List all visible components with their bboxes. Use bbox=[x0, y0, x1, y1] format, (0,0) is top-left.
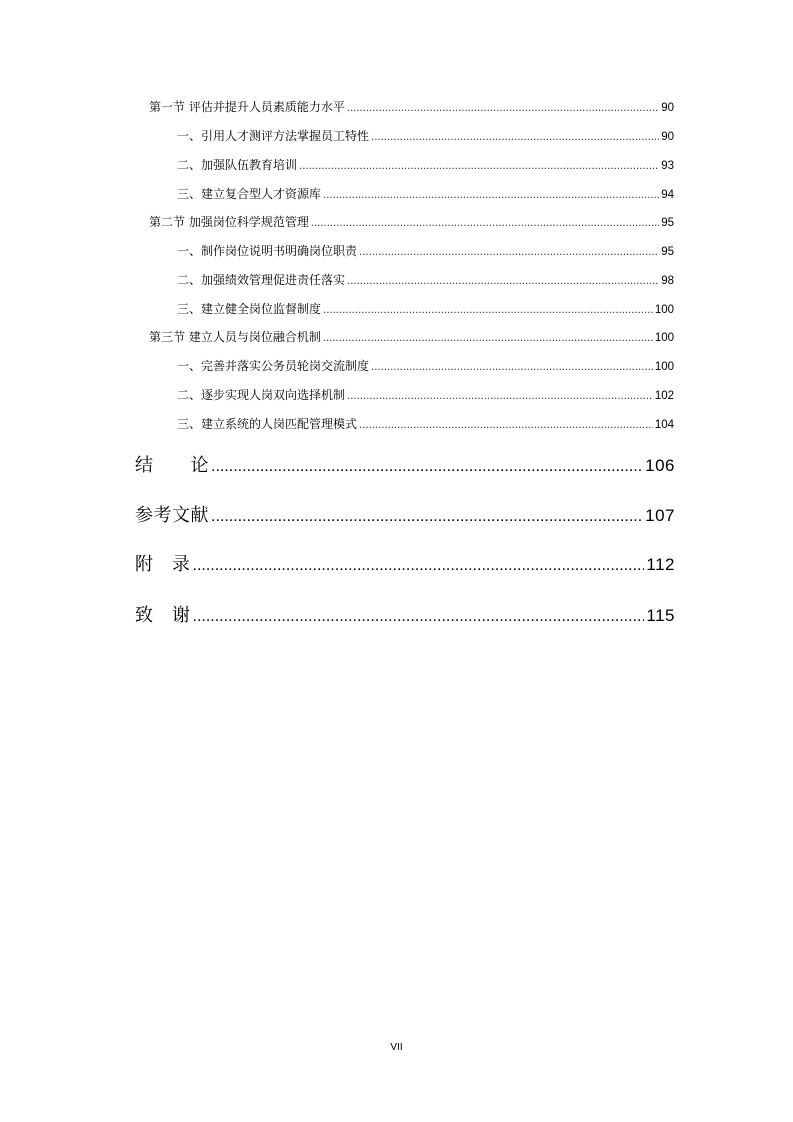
toc-subsection-number: 三、 bbox=[177, 302, 202, 316]
toc-subsection-3-3[interactable] bbox=[177, 415, 674, 433]
toc-section-1[interactable] bbox=[149, 98, 674, 116]
toc-conclusion[interactable] bbox=[135, 451, 675, 477]
toc-subsection-label: 建立系统的人岗匹配管理模式 bbox=[201, 417, 358, 431]
toc-subsection-number: 二、 bbox=[177, 273, 202, 287]
toc-section-label: 第三节 建立人员与岗位融合机制 bbox=[149, 330, 321, 344]
toc-leader-dots bbox=[323, 333, 653, 344]
toc-subsection-number: 一、 bbox=[177, 244, 202, 258]
toc-appendix[interactable] bbox=[135, 550, 675, 576]
toc-page-number: 95 bbox=[661, 217, 674, 229]
toc-subsection-number: 三、 bbox=[177, 187, 202, 201]
toc-subsection-number: 三、 bbox=[177, 417, 202, 431]
toc-leader-dots bbox=[347, 276, 659, 287]
toc-leader-dots bbox=[347, 391, 653, 402]
toc-leader-dots bbox=[211, 458, 643, 476]
toc-leader-dots bbox=[211, 508, 643, 526]
toc-subsection-3-2[interactable] bbox=[177, 386, 674, 404]
toc-subsection-label: 完善并落实公务员轮岗交流制度 bbox=[201, 359, 370, 373]
toc-subsection-label: 制作岗位说明书明确岗位职责 bbox=[201, 244, 358, 258]
toc-leader-dots bbox=[371, 132, 659, 143]
toc-section-label: 第一节 评估并提升人员素质能力水平 bbox=[149, 100, 345, 114]
toc-subsection-label: 建立健全岗位监督制度 bbox=[201, 302, 322, 316]
toc-chapter-label: 致 谢 bbox=[135, 605, 191, 626]
toc-leader-dots bbox=[359, 420, 653, 431]
toc-subsection-2-3[interactable] bbox=[177, 300, 674, 318]
toc-chapter-label: 参考文献 bbox=[135, 505, 209, 526]
toc-acknowledgements[interactable] bbox=[135, 601, 675, 627]
page-footer-number: VII bbox=[390, 1042, 403, 1053]
toc-page-number: 90 bbox=[661, 102, 674, 114]
toc-section-2[interactable] bbox=[149, 213, 674, 231]
toc-subsection-label: 加强绩效管理促进责任落实 bbox=[201, 273, 346, 287]
toc-page-number: 94 bbox=[661, 189, 674, 201]
toc-subsection-2-1[interactable] bbox=[177, 242, 674, 260]
toc-chapter-label: 附 录 bbox=[135, 554, 191, 575]
toc-subsection-number: 二、 bbox=[177, 388, 202, 402]
toc-subsection-1-3[interactable] bbox=[177, 185, 674, 203]
toc-page-number: 90 bbox=[661, 131, 674, 143]
toc-page-number: 107 bbox=[645, 506, 675, 525]
toc-subsection-1-2[interactable] bbox=[177, 156, 674, 174]
toc-page-number: 100 bbox=[654, 332, 674, 344]
toc-leader-dots bbox=[359, 247, 659, 258]
toc-subsection-label: 加强队伍教育培训 bbox=[201, 158, 298, 172]
toc-leader-dots bbox=[371, 362, 653, 373]
toc-page-number: 95 bbox=[661, 246, 674, 258]
toc-subsection-number: 一、 bbox=[177, 359, 202, 373]
toc-leader-dots bbox=[323, 305, 653, 316]
toc-section-label: 第二节 加强岗位科学规范管理 bbox=[149, 215, 309, 229]
toc-section-3[interactable] bbox=[149, 328, 674, 346]
toc-leader-dots bbox=[193, 608, 645, 626]
toc-page-number: 112 bbox=[646, 555, 675, 574]
toc-page-number: 100 bbox=[654, 361, 674, 373]
toc-subsection-label: 引用人才测评方法掌握员工特性 bbox=[201, 129, 370, 143]
toc-subsection-3-1[interactable] bbox=[177, 357, 674, 375]
toc-leader-dots bbox=[299, 161, 659, 172]
toc-references[interactable] bbox=[135, 501, 675, 527]
toc-subsection-2-2[interactable] bbox=[177, 271, 674, 289]
toc-page-number: 93 bbox=[661, 160, 674, 172]
toc-subsection-label: 建立复合型人才资源库 bbox=[201, 187, 322, 201]
toc-leader-dots bbox=[323, 190, 659, 201]
toc-leader-dots bbox=[311, 218, 659, 229]
toc-page-number: 102 bbox=[654, 390, 674, 402]
toc-leader-dots bbox=[193, 557, 645, 575]
toc-page-number: 104 bbox=[654, 419, 674, 431]
toc-subsection-number: 一、 bbox=[177, 129, 202, 143]
toc-chapter-label: 结 论 bbox=[135, 455, 209, 476]
toc-leader-dots bbox=[347, 103, 659, 114]
toc-page-number: 100 bbox=[654, 304, 674, 316]
toc-page-number: 106 bbox=[645, 456, 675, 475]
toc-subsection-number: 二、 bbox=[177, 158, 202, 172]
toc-subsection-label: 逐步实现人岗双向选择机制 bbox=[201, 388, 346, 402]
toc-subsection-1-1[interactable] bbox=[177, 127, 674, 145]
toc-page-number: 115 bbox=[646, 606, 675, 625]
toc-page-number: 98 bbox=[661, 275, 674, 287]
